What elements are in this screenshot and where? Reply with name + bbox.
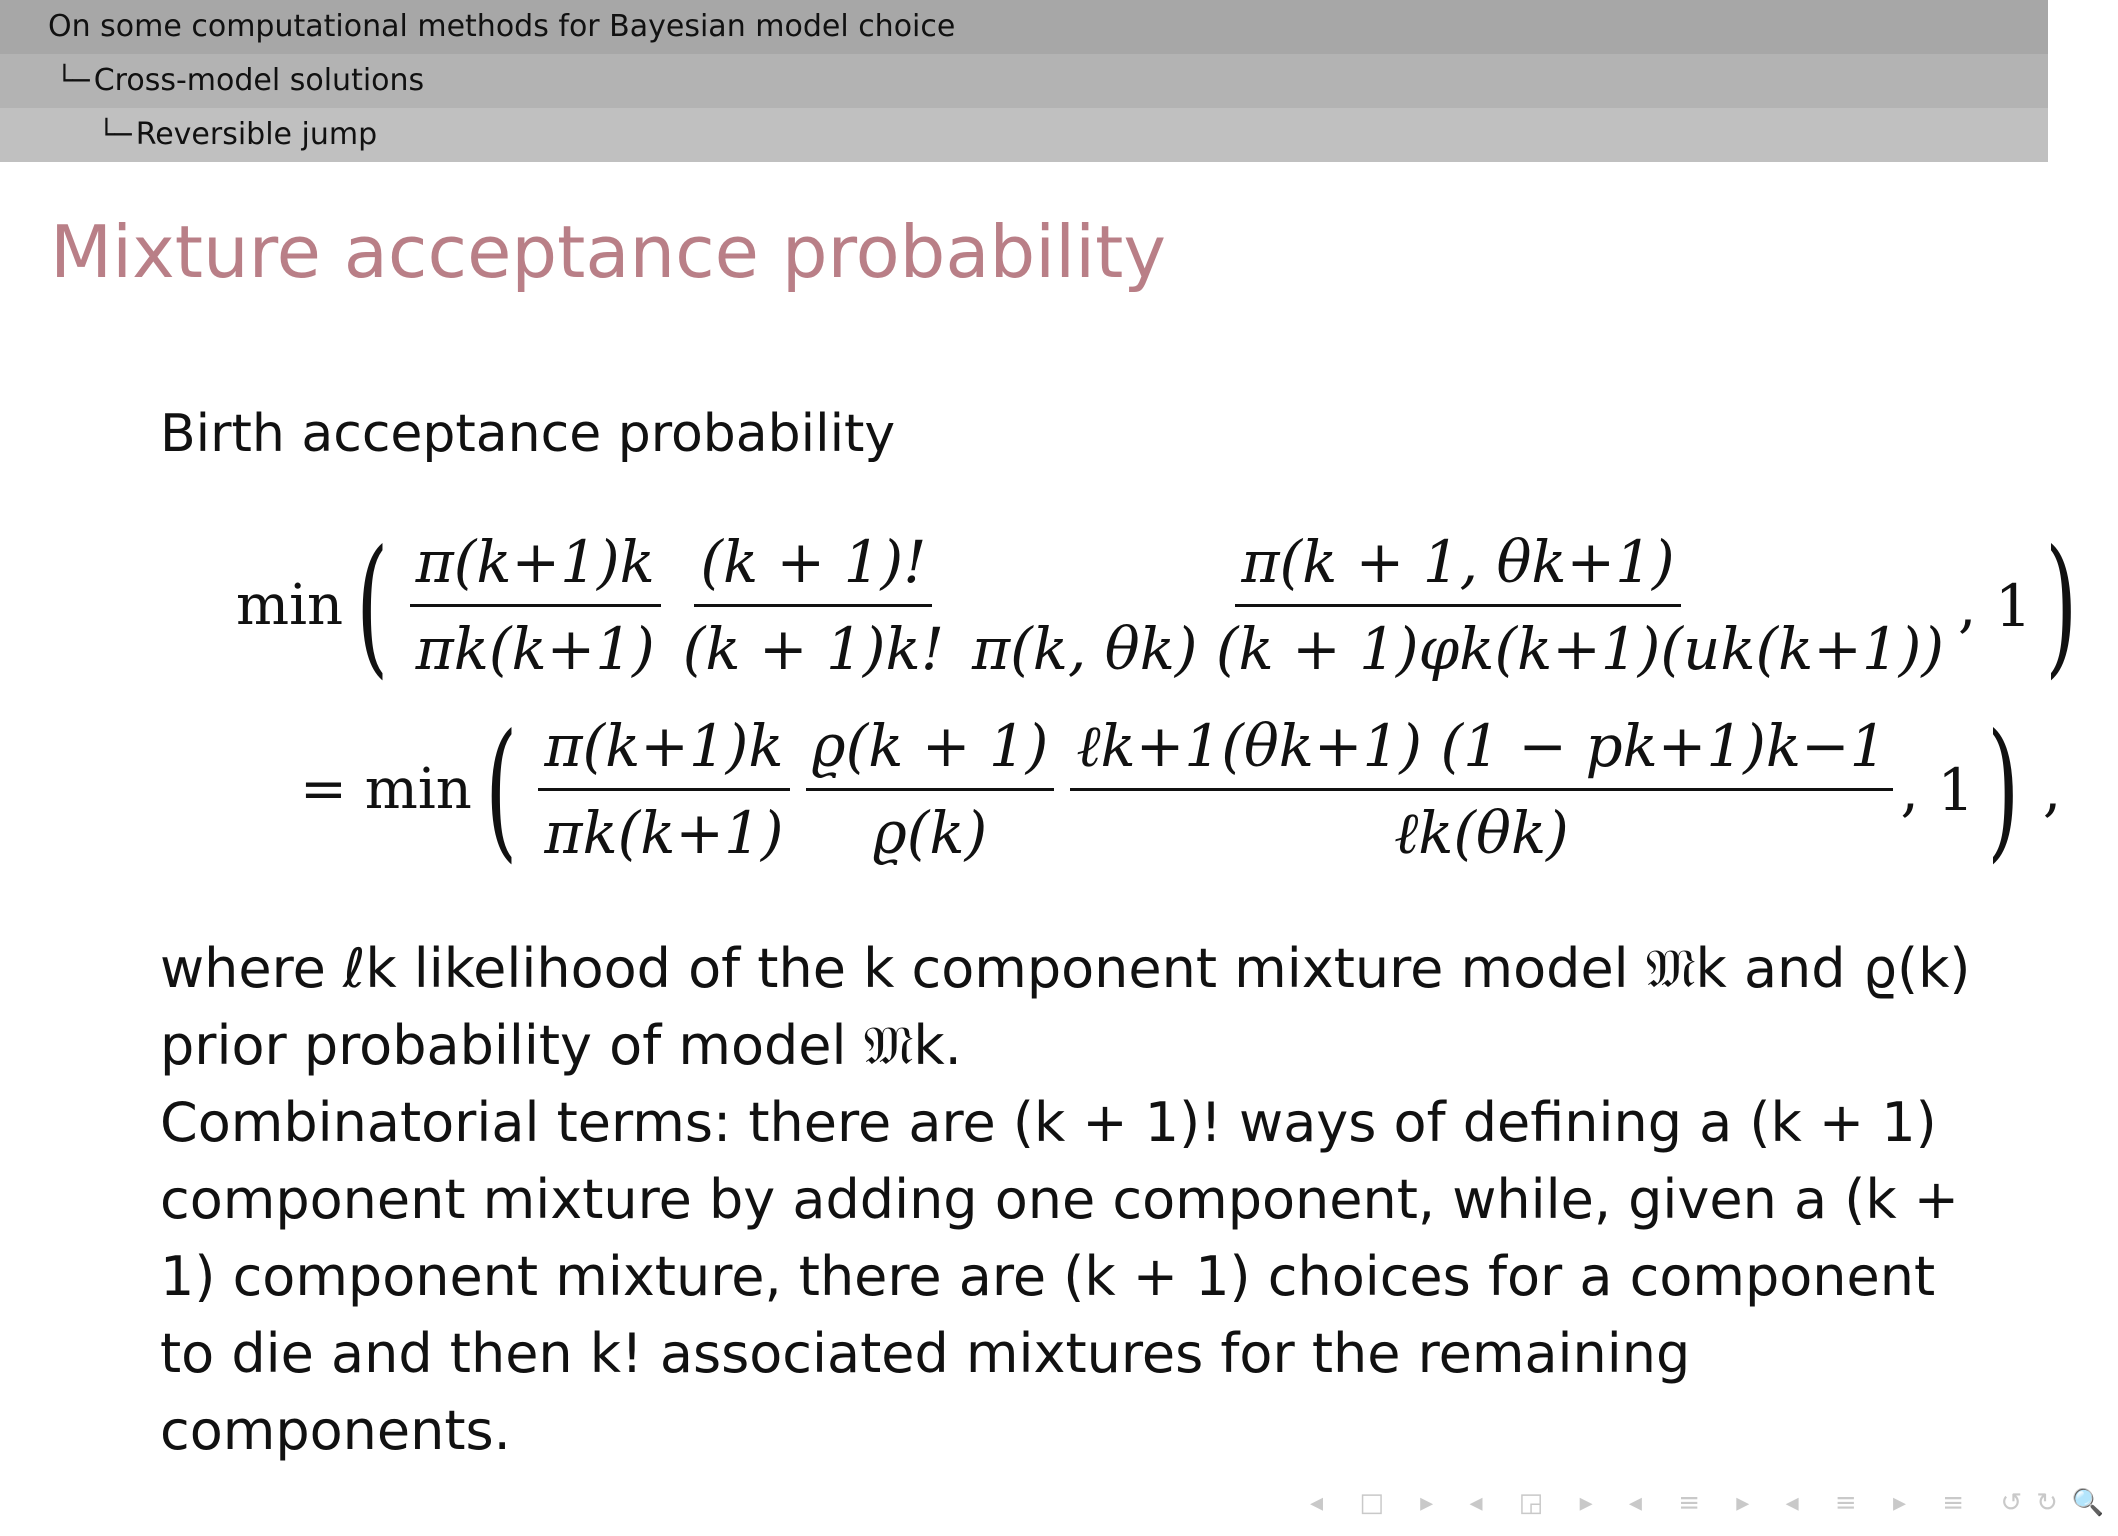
combinatorial-paragraph: Combinatorial terms: there are (k + 1)! ways of defining a (k + 1) component mixture by adding one component, while, given a (k + 1) component mixture, there are (k + 1) choices for a component to die and then k! associated mixtures for the remaining components. [160,1091,1960,1462]
fraction-denominator: ϱ(k) [872,799,988,867]
fraction-pi-ratio [410,528,661,683]
breadcrumb-level1: On some computational methods for Bayesian model choice [48,9,956,44]
fraction-numerator: ϱ(k + 1) [806,712,1055,791]
equation-line-1 [236,518,2090,693]
lead-text: Birth acceptance probability [160,404,896,464]
beamer-navigation-bar[interactable]: ◂ □ ▸ ◂ ◲ ▸ ◂ ≡ ▸ ◂ ≡ ▸ ≡ ↺↻🔍 [1310,1488,2118,1518]
left-paren: ( [484,702,518,877]
breadcrumb-subsection[interactable] [0,108,2048,162]
tail-one: , 1 [1900,755,1975,824]
fraction-numerator: (k + 1)! [694,528,932,607]
tree-corner-icon: └─ [56,64,90,97]
breadcrumb-presentation-title[interactable] [0,0,2048,54]
fraction-denominator: πk(k+1) [544,799,784,867]
breadcrumb-level3: Reversible jump [135,117,378,152]
fraction-pi-ratio [538,712,789,867]
tree-corner-icon: └─ [98,118,132,151]
fraction-numerator: π(k+1)k [538,712,789,791]
fraction-denominator: πk(k+1) [415,615,655,683]
slide-body [160,930,2000,1469]
fraction-numerator: π(k + 1, θk+1) [1235,528,1680,607]
breadcrumb-level2: Cross-model solutions [93,63,425,98]
right-paren: ) [2044,518,2078,693]
definition-paragraph: where ℓk likelihood of the k component mixture model 𝔐k and ϱ(k) prior probability of model 𝔐k. [160,937,1971,1077]
equation-line-2 [300,702,2062,877]
slide-title: Mixture acceptance probability [50,210,1166,294]
fraction-numerator: π(k+1)k [410,528,661,607]
trailing-comma: , [2042,755,2062,824]
fraction-prior [806,712,1055,867]
fraction-likelihood [1070,712,1892,867]
fraction-denominator: ℓk(θk) [1394,799,1569,867]
eq-min-operator: = min [300,757,472,822]
right-paren: ) [1987,702,2020,877]
fraction-factorial [677,528,950,683]
min-operator: min [236,573,344,638]
tail-one: , 1 [1958,571,2032,640]
fraction-numerator: ℓk+1(θk+1) (1 − pk+1)k−1 [1070,712,1892,791]
breadcrumb-section[interactable] [0,54,2048,108]
fraction-posterior [966,528,1950,683]
left-paren: ( [356,518,389,693]
fraction-denominator: π(k, θk) (k + 1)φk(k+1)(uk(k+1)) [972,615,1944,683]
fraction-denominator: (k + 1)k! [682,615,945,683]
